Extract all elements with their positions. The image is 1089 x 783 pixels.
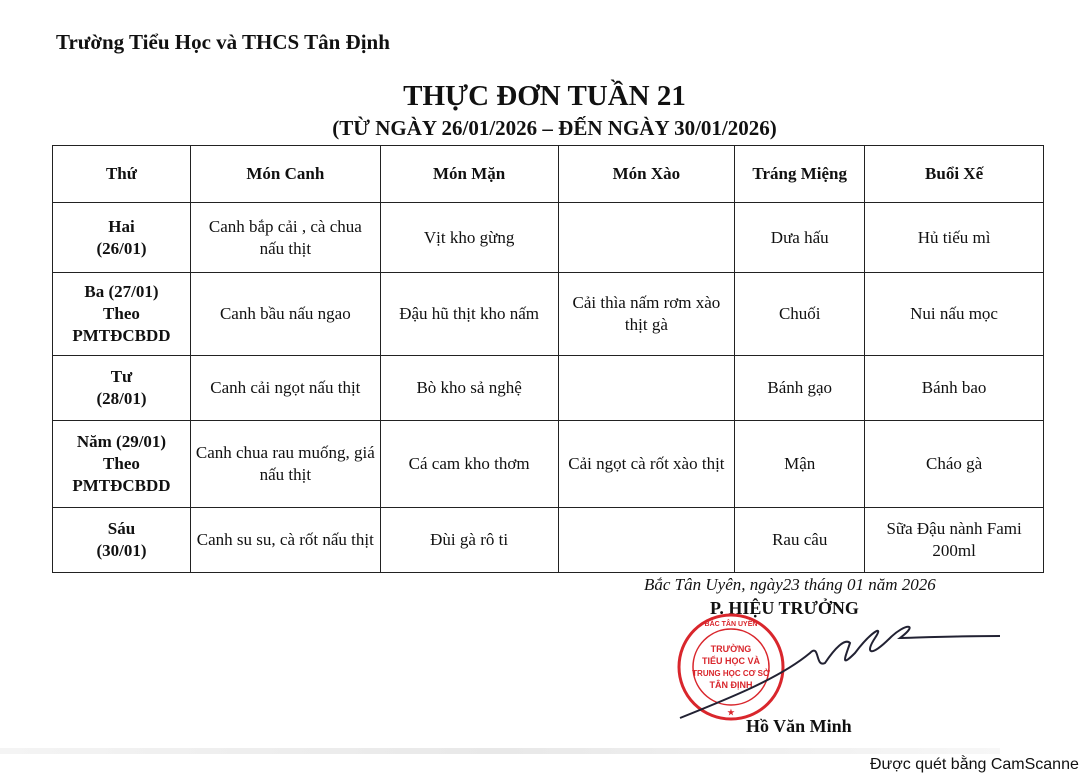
menu-cell [558, 508, 735, 573]
column-header: Thứ [53, 146, 191, 203]
column-header: Tráng Miệng [735, 146, 865, 203]
signer-role: P. HIỆU TRƯỞNG [710, 598, 859, 618]
menu-cell: Bò kho sả nghệ [380, 356, 558, 421]
menu-cell: Sữa Đậu nành Fami 200ml [865, 508, 1044, 573]
day-cell: Hai (26/01) [53, 203, 191, 273]
menu-cell: Đùi gà rô ti [380, 508, 558, 573]
menu-cell [558, 203, 735, 273]
menu-cell: Chuối [735, 273, 865, 356]
svg-text:TIỂU HỌC VÀ: TIỂU HỌC VÀ [701, 656, 761, 666]
day-cell: Sáu (30/01) [53, 508, 191, 573]
scan-edge [0, 748, 1000, 754]
signer-name: Hồ Văn Minh [746, 716, 852, 736]
menu-cell: Cá cam kho thơm [380, 421, 558, 508]
menu-cell: Nui nấu mọc [865, 273, 1044, 356]
day-cell: Tư (28/01) [53, 356, 191, 421]
menu-table [52, 145, 1044, 573]
menu-cell: Cải thìa nấm rơm xào thịt gà [558, 273, 735, 356]
svg-text:TRƯỜNG: TRƯỜNG [710, 644, 752, 654]
svg-text:TÂN ĐỊNH: TÂN ĐỊNH [709, 680, 753, 690]
menu-cell: Cháo gà [865, 421, 1044, 508]
school-name: Trường Tiểu Học và THCS Tân Định [56, 30, 390, 54]
menu-cell: Bánh gạo [735, 356, 865, 421]
svg-text:TRUNG HỌC CƠ SỞ: TRUNG HỌC CƠ SỞ [692, 669, 770, 678]
svg-text:★: ★ [727, 708, 735, 717]
column-header: Món Xào [558, 146, 735, 203]
column-header: Món Canh [190, 146, 380, 203]
menu-cell: Canh bắp cải , cà chua nấu thịt [190, 203, 380, 273]
date-range: (TỪ NGÀY 26/01/2026 – ĐẾN NGÀY 30/01/2026) [332, 116, 777, 140]
menu-cell: Mận [735, 421, 865, 508]
menu-cell: Canh chua rau muống, giá nấu thịt [190, 421, 380, 508]
menu-cell: Bánh bao [865, 356, 1044, 421]
table-row [53, 356, 1044, 421]
menu-cell: Vịt kho gừng [380, 203, 558, 273]
table-row [53, 508, 1044, 573]
column-header: Buổi Xế [865, 146, 1044, 203]
scanner-watermark: Được quét bằng CamScanne [870, 756, 1079, 773]
signature [670, 608, 1000, 728]
menu-cell: Canh su su, cà rốt nấu thịt [190, 508, 380, 573]
table-row [53, 273, 1044, 356]
svg-text:BẮC TÂN UYÊN: BẮC TÂN UYÊN [704, 621, 758, 628]
table-row [53, 203, 1044, 273]
menu-cell: Rau câu [735, 508, 865, 573]
menu-cell: Canh bầu nấu ngao [190, 273, 380, 356]
menu-cell: Canh cải ngọt nấu thịt [190, 356, 380, 421]
menu-cell: Hủ tiếu mì [865, 203, 1044, 273]
page-title: THỰC ĐƠN TUẦN 21 [403, 80, 686, 112]
menu-cell [558, 356, 735, 421]
menu-cell: Đậu hũ thịt kho nấm [380, 273, 558, 356]
place-date: Bắc Tân Uyên, ngày23 tháng 01 năm 2026 [644, 575, 936, 594]
menu-cell: Dưa hấu [735, 203, 865, 273]
table-row [53, 421, 1044, 508]
day-cell: Năm (29/01) Theo PMTĐCBDD [53, 421, 191, 508]
menu-cell: Cải ngọt cà rốt xào thịt [558, 421, 735, 508]
column-header: Món Mặn [380, 146, 558, 203]
day-cell: Ba (27/01) Theo PMTĐCBDD [53, 273, 191, 356]
